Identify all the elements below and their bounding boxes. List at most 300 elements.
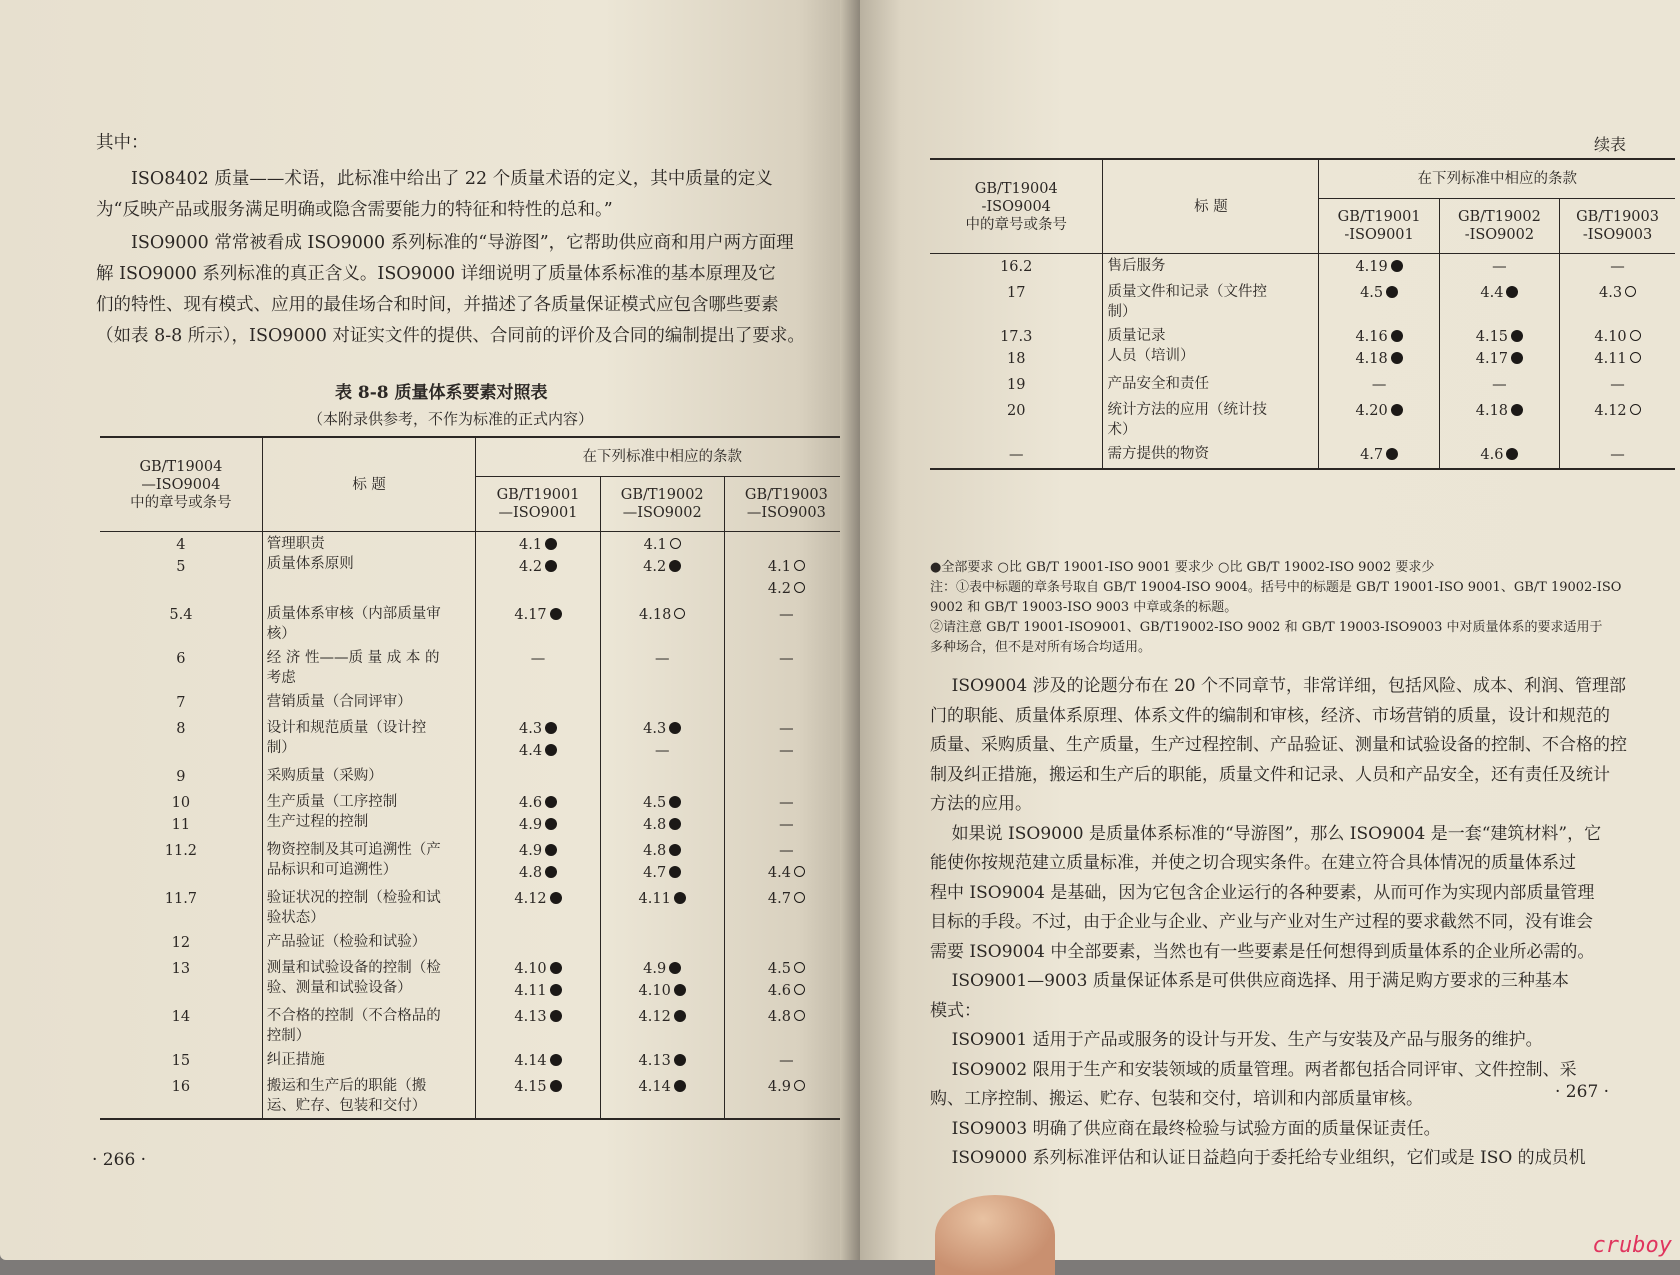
full-requirement-marker: 4.3	[480, 718, 595, 740]
header-line: —ISO9002	[622, 505, 702, 521]
section-number: 13	[171, 961, 191, 977]
full-requirement-marker: 4.5	[1323, 282, 1434, 304]
title-text: 测量和试验设备的控制（检	[266, 960, 441, 976]
row-section-number	[930, 372, 1103, 398]
title-text: 产品验证（检验和试验）	[266, 934, 427, 950]
paragraph-line: ISO9001 适用于产品或服务的设计与开发、生产与安装及产品与服务的维护。	[930, 1030, 1543, 1050]
header-line: -ISO9004	[981, 198, 1051, 215]
page-number: · 266 ·	[92, 1150, 147, 1170]
clause-value: —	[779, 721, 794, 737]
paragraph-line: 解 ISO9000 系列标准的真正含义。ISO9000 详细说明了质量体系标准的基本原理及它	[96, 264, 776, 284]
row-section-number	[100, 1004, 262, 1048]
note-line: ●全部要求 ○比 GB/T 19001-ISO 9001 要求少 ○比 GB/T 19002-ISO 9002 要求少	[930, 560, 1435, 575]
header-line: GB/T19003	[1576, 209, 1659, 225]
partial-requirement-marker: 4.1	[605, 534, 720, 556]
paragraph-line: ISO8402 质量——术语，此标准中给出了 22 个质量术语的定义，其中质量的定义	[131, 169, 773, 189]
table-row	[100, 690, 848, 716]
full-requirement-marker: 4.20	[1323, 400, 1434, 422]
table-row	[930, 254, 1675, 281]
full-requirement-marker: 4.15	[480, 1076, 595, 1098]
clause-1	[476, 646, 600, 690]
clause-1	[1319, 254, 1439, 281]
clause-2	[1439, 254, 1559, 281]
clause-value: —	[779, 1053, 794, 1069]
clause-1	[1319, 398, 1439, 442]
full-requirement-marker: 4.17	[480, 604, 595, 626]
full-requirement-marker: 4.7	[1323, 444, 1434, 466]
row-title	[262, 930, 476, 956]
quality-elements-table-continued	[930, 158, 1675, 470]
full-requirement-marker: 4.11	[480, 980, 595, 1002]
partial-requirement-marker: 4.11	[1564, 348, 1671, 370]
clause-3	[724, 646, 848, 690]
paragraph-line: 模式：	[930, 1000, 981, 1021]
clause-value: —	[1371, 377, 1387, 393]
table-row	[100, 838, 848, 886]
clause-value: —	[1610, 447, 1625, 463]
header-line: GB/T19001	[496, 487, 580, 503]
clause-2	[600, 602, 724, 646]
full-requirement-marker: 4.6	[1444, 444, 1555, 466]
row-title	[262, 646, 476, 690]
clause-3	[724, 716, 848, 764]
partial-requirement-marker: 4.2	[729, 578, 844, 600]
clause-3	[724, 602, 848, 646]
table-row	[100, 602, 848, 646]
section-number: 16.2	[1000, 259, 1033, 275]
partial-requirement-marker: 4.9	[729, 1076, 844, 1098]
full-requirement-marker: 4.1	[480, 534, 595, 556]
header-line: -ISO9001	[1344, 227, 1414, 243]
section-number: 17	[1007, 285, 1026, 301]
clause-value	[729, 534, 844, 556]
paragraph-line: 方法的应用。	[930, 794, 1032, 814]
table-row	[930, 442, 1675, 469]
clause-value: —	[1610, 259, 1625, 275]
table-row	[930, 280, 1675, 324]
title-text: 采购质量（采购）	[266, 768, 383, 784]
full-requirement-marker: 4.2	[605, 556, 720, 578]
row-section-number	[100, 602, 262, 646]
title-text: 质量记录	[1107, 328, 1166, 344]
clause-2	[600, 764, 724, 790]
section-number: —	[1008, 447, 1024, 463]
section-number: 5	[176, 559, 186, 575]
title-text: 人员（培训）	[1107, 348, 1195, 364]
clause-2	[600, 532, 724, 603]
clause-2	[600, 1048, 724, 1074]
clause-2	[600, 1074, 724, 1119]
clause-1	[476, 716, 600, 764]
row-title	[1103, 372, 1319, 398]
full-requirement-marker: 4.13	[605, 1050, 720, 1072]
row-section-number	[100, 886, 262, 930]
paragraph-line: ISO9001—9003 质量保证体系是可供供应商选择、用于满足购方要求的三种基本	[930, 971, 1569, 991]
partial-requirement-marker: 4.6	[729, 980, 844, 1002]
paragraph-line: 们的特性、现有模式、应用的最佳场合和时间，并描述了各质量保证模式应包含哪些要素	[96, 295, 779, 315]
clause-1	[1319, 442, 1439, 469]
row-section-number	[100, 1074, 262, 1119]
title-text: 需方提供的物资	[1107, 446, 1209, 462]
title-text: 售后服务	[1107, 258, 1166, 274]
section-number: 19	[1007, 377, 1026, 393]
clause-3	[1560, 372, 1675, 398]
table-row	[930, 324, 1675, 372]
full-requirement-marker: 4.7	[605, 862, 720, 884]
row-title	[262, 1004, 476, 1048]
row-title	[262, 716, 476, 764]
clause-3	[1560, 280, 1675, 324]
table-row	[100, 886, 848, 930]
title-text: 核）	[266, 626, 296, 642]
title-text: 生产过程的控制	[266, 814, 369, 830]
row-title	[262, 1048, 476, 1074]
header-line: GB/T19004	[974, 180, 1058, 197]
full-requirement-marker: 4.10	[605, 980, 720, 1002]
full-requirement-marker: 4.4	[1444, 282, 1555, 304]
title-text: 纠正措施	[266, 1052, 325, 1068]
clause-2	[600, 886, 724, 930]
partial-requirement-marker: 4.10	[1564, 326, 1671, 348]
title-text: 验证状况的控制（检验和试	[266, 890, 441, 906]
row-section-number	[930, 324, 1103, 372]
header-line: GB/T19001	[1337, 209, 1421, 225]
header-line: —ISO9001	[498, 505, 578, 521]
clause-value: —	[779, 843, 794, 859]
header-line: 在下列标准中相应的条款	[1417, 171, 1577, 187]
full-requirement-marker: 4.14	[605, 1076, 720, 1098]
clause-value: —	[779, 607, 794, 623]
title-text: 经 济 性——质 量 成 本 的	[266, 650, 440, 666]
row-section-number	[930, 398, 1103, 442]
header-line: GB/T19003	[744, 487, 828, 503]
section-number: 10	[171, 795, 191, 811]
title-text: 物资控制及其可追溯性（产	[266, 842, 441, 858]
header-line: —ISO9004	[141, 476, 221, 493]
full-requirement-marker: 4.8	[480, 862, 595, 884]
clause-1	[476, 790, 600, 838]
clause-2	[600, 1004, 724, 1048]
header-line: -ISO9002	[1464, 227, 1535, 243]
partial-requirement-marker: 4.18	[605, 604, 720, 626]
full-requirement-marker: 4.9	[480, 840, 595, 862]
table-row	[930, 398, 1675, 442]
row-title	[1103, 398, 1319, 442]
intro-label: 其中：	[96, 133, 149, 153]
section-number: 16	[171, 1079, 191, 1095]
clause-value: —	[1492, 377, 1507, 393]
row-title	[262, 886, 476, 930]
paragraph-line: 质量、采购质量、生产质量，生产过程控制、产品验证、测量和试验设备的控制、不合格的控	[930, 735, 1627, 755]
clause-3	[724, 1074, 848, 1119]
watermark: cruboy	[1592, 1233, 1672, 1258]
section-number: 15	[171, 1053, 191, 1069]
row-title	[1103, 254, 1319, 281]
paragraph-line: ISO9000 系列标准评估和认证日益趋向于委托给专业组织，它们或是 ISO 的成员机	[930, 1148, 1586, 1168]
row-title	[262, 1074, 476, 1119]
partial-requirement-marker: 4.12	[1564, 400, 1671, 422]
partial-requirement-marker: 4.7	[729, 888, 844, 910]
table-row	[100, 764, 848, 790]
full-requirement-marker: 4.8	[605, 814, 720, 836]
clause-2	[600, 690, 724, 716]
row-section-number	[100, 790, 262, 838]
title-text: 搬运和生产后的职能（搬	[266, 1078, 427, 1094]
row-title	[1103, 442, 1319, 469]
title-text: 品标识和可追溯性）	[266, 862, 398, 878]
section-number: 14	[171, 1009, 191, 1025]
paragraph-line: 制及纠正措施，搬运和生产后的职能，质量文件和记录、人员和产品安全，还有责任及统计	[930, 764, 1610, 785]
row-section-number	[100, 838, 262, 886]
section-number: 9	[176, 769, 186, 785]
clause-2	[600, 790, 724, 838]
full-requirement-marker: 4.4	[480, 740, 595, 762]
full-requirement-marker: 4.9	[480, 814, 595, 836]
table-row	[100, 790, 848, 838]
partial-requirement-marker: 4.1	[729, 556, 844, 578]
header-line: 中的章号或条号	[130, 494, 232, 511]
section-number: 11	[171, 817, 191, 833]
clause-1	[476, 886, 600, 930]
header-line: 标 题	[352, 476, 386, 493]
page-number-right: · 267 ·	[1555, 1082, 1610, 1102]
note-line: ②请注意 GB/T 19001-ISO9001、GB/T19002-ISO 9002 和 GB/T 19003-ISO9003 中对质量体系的要求适用于	[930, 620, 1603, 635]
paragraph-line: 购、工序控制、搬运、贮存、包装和交付，培训和内部质量审核。	[930, 1089, 1423, 1109]
full-requirement-marker: 4.17	[1444, 348, 1555, 370]
paragraph-line: ISO9004 涉及的论题分布在 20 个不同章节，非常详细，包括风险、成本、利润、管理部	[930, 676, 1627, 696]
paragraph-line: ISO9000 常常被看成 ISO9000 系列标准的“导游图”，它帮助供应商和用户两方面理	[131, 233, 794, 253]
header-title	[1103, 159, 1319, 254]
clause-1	[476, 764, 600, 790]
table-caption: 表 8-8 质量体系要素对照表	[335, 383, 548, 403]
full-requirement-marker: 4.19	[1323, 256, 1434, 278]
header-line: —ISO9003	[746, 505, 826, 521]
table-notes	[930, 558, 1680, 658]
title-text: 统计方法的应用（统计技	[1107, 402, 1267, 418]
clause-2	[600, 716, 724, 764]
header-title	[262, 437, 476, 532]
clause-1	[476, 532, 600, 603]
row-section-number	[100, 764, 262, 790]
header-line: 中的章号或条号	[965, 216, 1067, 233]
row-title	[1103, 324, 1319, 372]
partial-requirement-marker: 4.4	[729, 862, 844, 884]
full-requirement-marker: 4.13	[480, 1006, 595, 1028]
title-text: 质量体系原则	[266, 556, 354, 572]
full-requirement-marker: 4.6	[480, 792, 595, 814]
clause-3	[724, 532, 848, 603]
table-row	[100, 956, 848, 1004]
clause-1	[476, 930, 600, 956]
clause-3	[724, 886, 848, 930]
row-section-number	[100, 646, 262, 690]
section-number: 18	[1007, 351, 1026, 367]
section-number: 4	[176, 537, 186, 553]
table-row	[100, 1074, 848, 1119]
clause-value: —	[1492, 259, 1507, 275]
clause-1	[476, 690, 600, 716]
table-row	[100, 532, 848, 603]
section-number: 8	[176, 721, 186, 737]
paragraph-line: （如表 8-8 所示），ISO9000 对证实文件的提供、合同前的评价及合同的编制提出了要求。	[96, 326, 805, 346]
clause-2	[1439, 442, 1559, 469]
header-clause-group	[1319, 159, 1675, 199]
clause-3	[724, 764, 848, 790]
clause-1	[476, 956, 600, 1004]
continued-label: 续表	[1594, 135, 1627, 154]
note-line: 9002 和 GB/T 19003-ISO 9003 中章或条的标题。	[930, 600, 1238, 615]
title-text: 质量文件和记录（文件控	[1107, 284, 1267, 300]
full-requirement-marker: 4.3	[605, 718, 720, 740]
full-requirement-marker: 4.18	[1323, 348, 1434, 370]
title-text: 质量体系审核（内部质量审	[266, 606, 441, 622]
full-requirement-marker: 4.9	[605, 958, 720, 980]
header-section-number	[100, 437, 262, 532]
row-section-number	[930, 442, 1103, 469]
title-text: 制）	[266, 740, 296, 756]
title-text: 设计和规范质量（设计控	[266, 720, 427, 736]
clause-3	[1560, 254, 1675, 281]
header-line: 标 题	[1194, 198, 1228, 215]
clause-2	[1439, 280, 1559, 324]
paragraph-line: 为“反映产品或服务满足明确或隐含需要能力的特征和特性的总和。”	[96, 200, 613, 220]
clause-1	[476, 1074, 600, 1119]
title-text: 控制）	[266, 1028, 311, 1044]
row-title	[262, 764, 476, 790]
paragraph-line: 门的职能、质量体系原理、体系文件的编制和审核，经济、市场营销的质量，设计和规范的	[930, 705, 1610, 726]
partial-requirement-marker: 4.8	[729, 1006, 844, 1028]
partial-requirement-marker: 4.5	[729, 958, 844, 980]
clause-2	[1439, 398, 1559, 442]
header-line: -ISO9003	[1582, 227, 1653, 243]
title-text: 考虑	[266, 670, 296, 686]
section-number: 17.3	[1000, 329, 1033, 345]
paragraph-iso8402	[96, 164, 816, 226]
full-requirement-marker: 4.15	[1444, 326, 1555, 348]
header-standard-3	[1560, 199, 1675, 254]
section-number: 5.4	[169, 607, 193, 623]
full-requirement-marker: 4.12	[480, 888, 595, 910]
clause-3	[724, 790, 848, 838]
clause-2	[1439, 324, 1559, 372]
header-standard-1	[476, 477, 600, 532]
thumb	[935, 1195, 1055, 1275]
title-text: 运、贮存、包装和交付）	[266, 1098, 427, 1114]
clause-1	[1319, 280, 1439, 324]
clause-1	[476, 1004, 600, 1048]
header-standard-2	[600, 477, 724, 532]
clause-3	[724, 930, 848, 956]
full-requirement-marker: 4.2	[480, 556, 595, 578]
paragraph-iso9000	[96, 228, 826, 352]
table-row	[100, 1048, 848, 1074]
full-requirement-marker: 4.18	[1444, 400, 1555, 422]
title-text: 生产质量（工序控制	[266, 794, 398, 810]
clause-value: —	[654, 743, 670, 759]
clause-2	[1439, 372, 1559, 398]
paragraph-line: 能使你按规范建立质量标准，并使之切合现实条件。在建立符合具体情况的质量体系过	[930, 853, 1576, 873]
row-section-number	[100, 532, 262, 603]
title-text: 管理职责	[266, 536, 325, 552]
clause-1	[476, 838, 600, 886]
paragraph-line: 程中 ISO9004 是基础，因为它包含企业运行的各种要素，从而可作为实现内部质量管理	[930, 882, 1595, 903]
table-subcaption: （本附录供参考，不作为标准的正式内容）	[308, 410, 594, 428]
header-standard-1	[1319, 199, 1439, 254]
section-number: 12	[171, 935, 191, 951]
clause-value: —	[1610, 377, 1625, 393]
table-row	[100, 716, 848, 764]
clause-1	[1319, 372, 1439, 398]
clause-value: —	[779, 817, 794, 833]
table-row	[100, 930, 848, 956]
full-requirement-marker: 4.5	[605, 792, 720, 814]
paragraph-line: 目标的手段。不过，由于企业与企业、产业与产业对生产过程的要求截然不同，没有谁会	[930, 912, 1593, 932]
title-text: 术）	[1107, 422, 1137, 438]
clause-2	[600, 930, 724, 956]
header-line: 在下列标准中相应的条款	[582, 449, 742, 465]
title-text: 验、测量和试验设备）	[266, 980, 412, 996]
clause-1	[476, 1048, 600, 1074]
note-line: 多种场合，但不是对所有场合均适用。	[930, 640, 1152, 655]
paragraph-line: 如果说 ISO9000 是质量体系标准的“导游图”，那么 ISO9004 是一套“建筑材料”，它	[930, 823, 1602, 844]
row-section-number	[930, 280, 1103, 324]
full-requirement-marker: 4.12	[605, 1006, 720, 1028]
row-section-number	[100, 930, 262, 956]
row-title	[262, 532, 476, 603]
title-text: 产品安全和责任	[1107, 376, 1209, 392]
clause-3	[724, 956, 848, 1004]
clause-value: —	[530, 651, 546, 667]
row-section-number	[100, 1048, 262, 1074]
table-row	[930, 372, 1675, 398]
title-text: 验状态）	[266, 910, 325, 926]
row-section-number	[100, 716, 262, 764]
row-title	[262, 602, 476, 646]
clause-3	[1560, 324, 1675, 372]
clause-value: —	[779, 651, 794, 667]
header-line: GB/T19002	[1457, 209, 1541, 225]
row-title	[262, 956, 476, 1004]
paragraph-line: ISO9003 明确了供应商在最终检验与试验方面的质量保证责任。	[930, 1118, 1441, 1139]
clause-value: —	[779, 795, 794, 811]
clause-1	[1319, 324, 1439, 372]
title-text: 制）	[1107, 304, 1137, 320]
row-section-number	[100, 956, 262, 1004]
clause-2	[600, 956, 724, 1004]
quality-elements-table	[100, 436, 848, 1120]
header-standard-2	[1439, 199, 1559, 254]
row-section-number	[930, 254, 1103, 281]
full-requirement-marker: 4.10	[480, 958, 595, 980]
full-requirement-marker: 4.14	[480, 1050, 595, 1072]
title-text: 营销质量（合同评审）	[266, 694, 412, 710]
clause-value: —	[654, 651, 670, 667]
header-section-number	[930, 159, 1103, 254]
section-number: 11.7	[164, 891, 198, 907]
row-section-number	[100, 690, 262, 716]
full-requirement-marker: 4.16	[1323, 326, 1434, 348]
full-requirement-marker: 4.11	[605, 888, 720, 910]
clause-3	[1560, 442, 1675, 469]
full-requirement-marker: 4.8	[605, 840, 720, 862]
clause-3	[1560, 398, 1675, 442]
paragraph-line: ISO9002 限用于生产和安装领域的质量管理。两者都包括合同评审、文件控制、采	[930, 1059, 1577, 1080]
row-title	[1103, 280, 1319, 324]
section-number: 20	[1007, 403, 1026, 419]
header-clause-group	[476, 437, 848, 477]
row-title	[262, 838, 476, 886]
section-number: 7	[176, 695, 186, 711]
